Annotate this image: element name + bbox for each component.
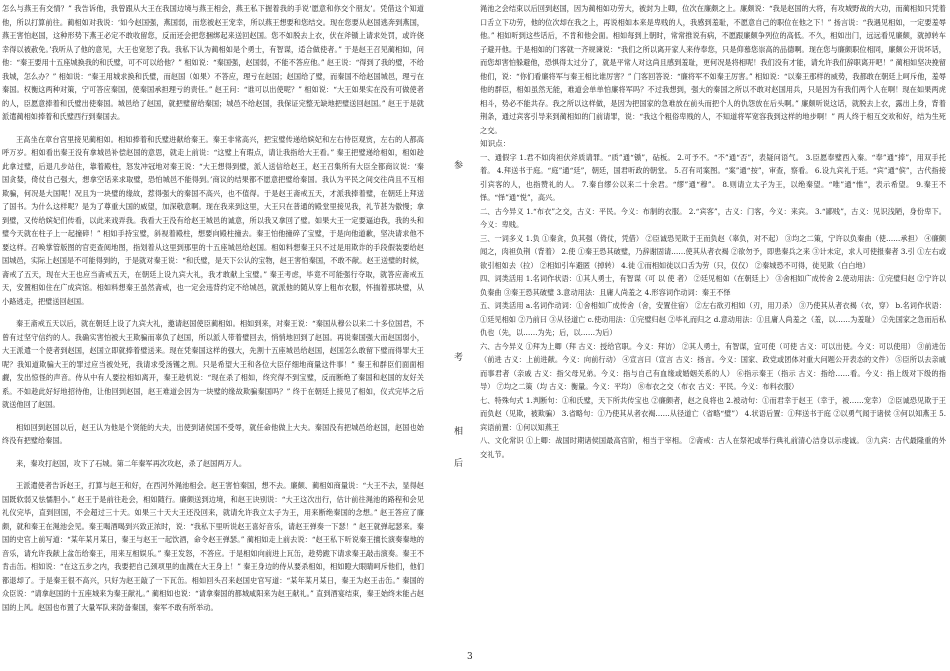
knowledge-section-7: 七、特殊句式 1.判断句：①和氏璧，天下所共传宝也 ②廉颇者，赵之良将也 2.被动句：①而君幸于赵王（幸于，被……宠幸） ②臣诚恐见欺于王而负赵（见欺，被欺骗） 3.省略句：①乃使其从者衣褐……从径道亡（省略“璧”） 4.状语后置：①拜送书于庭 ②以勇气闻于诸侯 ③何以知燕王 5.宾语前置：①何以知燕王	[480, 395, 946, 432]
knowledge-section-6: 六、古今异义 ①拜为上卿（拜 古义：授给官职。今义：拜访） ②其人勇士，有智谋，宜可使（可使 古义：可以出使。今义：可以使用） ③前进缶（前进 古义：上前进献。今义：向前行动） ④宣言曰（宣言 古义：扬言。今义：国家、政党或团体对重大问题公开表态的文件） ⑤臣所以去亲戚而事君者（亲戚 古义：指父母兄弟。今义：指与自己有血缘或婚姻关系的人） ⑥指示秦王（指示 古义：指给……看。今义：指上级对下级的指导） ⑦均之二策（均 古义：衡量。今义：平均） ⑧布衣之交（布衣 古义：平民。今义：布料衣服）	[480, 341, 946, 391]
left-text-column	[2, 2, 424, 653]
paragraph-2: 王高坐在章台宫里接见蔺相如。相如捧着和氏璧进献给秦王。秦王非常高兴，把宝璧传递给嫔妃和左右侍臣观赏，左右的人都高呼万岁。相如看出秦王没有拿城邑补偿赵国的意思，就走上前说：“这璧上有瑕点，请让我指给大王看。” 秦王把璧递给相如，相如趁此拿过璧，后退几步站住，靠着殿柱，怒发冲冠地对秦王说：“大王想得到璧，派人送信给赵王，赵王召集所有大臣全都商议说：‘秦国贪婪，倚仗自己强大，想拿空话来求取璧，恐怕城邑不能得到。’商议的结果都不愿意把璧给秦国。我认为平民之间交往尚且不互相欺骗，何况是大国呢！况且为一块璧的缘故，惹得强大的秦国不高兴，也不值得。于是赵王斋戒五天，才派我捧着璧，在朝廷上拜送了国书。为什么这样呢？是为了尊重大国的威望，加深敬意啊。现在我来到这里，大王只在普通的殿堂里接见我，礼节甚为傲慢；拿到璧，又传给嫔妃们传看，以此来戏弄我。我看大王没有给赵王城邑的诚意，所以我又拿回了璧。如果大王一定要逼迫我，我的头和璧今天就在柱子上一起撞碎！” 相如手持宝璧，斜视着殿柱，想要向殿柱撞去。秦王怕他撞碎了宝璧，于是向他道歉，坚决请求他不要这样。召唤掌管版图的官吏查阅地图，指划着从这里到那里的十五座城邑给赵国。相如料想秦王只不过是用欺诈的手段假装要给赵国城邑，实际上赵国是不可能得到的，于是就对秦王说：“和氏璧，是天下公认的宝物，赵王害怕秦国，不敢不献。赵王送璧的时候，斋戒了五天，现在大王也应当斋戒五天，在朝廷上设九宾大礼，我才敢献上宝璧。” 秦王考虑，毕竟不可能强行夺取，就答应斋戒五天，安置相如住在广成宾馆。相如料想秦王虽然斋戒，也一定会违背约定不给城邑，就派他的随从穿上粗布衣服，怀揣着那块璧，从小路逃走，把璧送回赵国。	[2, 134, 424, 306]
paragraph-4: 相如回到赵国以后，赵王认为他是个贤能的大夫，出使到诸侯国不受辱，就任命他做上大夫。秦国没有把城邑给赵国，赵国也始终没有把璧给秦国。	[2, 422, 424, 445]
paragraph-gap	[2, 470, 424, 479]
paragraph-gap	[2, 412, 424, 421]
paragraph-right-1: 渑池之会结束以后回到赵国，因为蔺相如功劳大，被封为上卿，位次在廉颇之上。廉颇说：“我是赵国的大将，有攻城野战的大功，而蔺相如只凭着口舌立下功劳，他的位次却在我之上，再说相如本来是卑贱的人，我感到羞耻，不愿意自己的职位在他之下！” 扬言说：“我遇见相如，一定要羞辱他。” 相如听到这些话后，不肯和他会面。相如每到上朝时，常常推说有病，不愿跟廉颇争列位的高低。不久，相如出门，远远看见廉颇，就掉转车子避开他。于是相如的门客就一齐规谏说：“我们之所以离开家人来侍奉您，只是仰慕您崇高的品德啊。现在您与廉颇职位相同，廉颇公开说坏话，而您却害怕躲避他，恐惧得太过分了，就是平常人对这尚且感到羞耻，更何况是将相呢！我们没有才能，请允许我们辞职离开吧！” 蔺相如坚决挽留他们，说：“你们看廉将军与秦王相比谁厉害？” 门客回答说：“廉将军不如秦王厉害。” 相如说：“以秦王那样的威势，我都敢在朝廷上呵斥他，羞辱他的群臣，相如虽然无能，难道会单单怕廉将军吗？不过我想到，强大的秦国之所以不敢对赵国用兵，只是因为有我们两个人在啊！现在如果两虎相斗，势必不能共存。我之所以这样做，是因为把国家的急难放在前头而把个人的仇怨放在后头啊。” 廉颇听说这话，就脱去上衣，露出上身，背着荆条，通过宾客引导来到蔺相如的门前请罪，说：“我这个粗俗卑贱的人，不知道将军宽容我到这样的地步啊！” 两人终于相互交欢和好，结为生死之交。	[480, 4, 946, 135]
knowledge-section-3: 三、一词多义 1.负 ①秦贪，负其强（倚仗，凭借） ②臣诚恐见欺于王而负赵（辜负，对不起） ③均之二策，宁许以负秦曲（使……承担） ④廉颇闻之，肉袒负荆（背着） 2.使 ①秦王恐其破璧，乃辞谢固请……使其从者衣褐 ②欲勿予，即患秦兵之来 ③计未定，求人可使报秦者 3.引 ①左右或欲引相如去（拉） ②相如引车避匿（掉转） 4.徒 ①而相如徒以口舌为劳（只，仅仅） ②秦城恐不可得，徒见欺（白白地）	[480, 233, 946, 270]
margin-char-4: 后	[454, 459, 464, 469]
knowledge-section-2: 二、古今异义 1.“布衣”之交，古义：平民。今义：布制的衣服。 2.“宾客”，古义：门客，今义：来宾。 3.“鄙贱”，古义：见识浅陋，身份卑下。今义：卑贱。	[480, 206, 946, 229]
paragraph-1: 怎么与燕王有交情？” 我告诉他，我曾跟从大王在我国边境与燕王相会，燕王私下握着我的手说‘愿意和你交个朋友’。凭借这个知道他，所以打算前往。蔺相如对我说：‘如今赵国强，燕国弱，而您被赵王宠幸，所以燕王想要和您结交。现在您要从赵国逃奔到燕国，燕王害怕赵国，这种形势下燕王必定不敢收留您，反而还会把您捆绑起来送回赵国。您不如脱去上衣，伏在斧锧上请求处罚，或许侥幸得以被赦免。’我听从了他的意见，大王也宽恕了我。我私下认为蔺相如是个勇士，有智谋，适合做使者。” 于是赵王召见蔺相如，问他：“秦王要用十五座城换我的和氏璧，可不可以给他？” 相如说：“秦国强，赵国弱，不能不答应他。” 赵王说：“得到了我的璧，不给我城，怎么办？” 相如说：“秦王用城求换和氏璧，而赵国（如果）不答应，理亏在赵国；赵国给了璧，而秦国不给赵国城邑，理亏在秦国。权衡这两种对策，宁可答应秦国，使秦国承担理亏的责任。” 赵王问：“谁可以出使呢？” 相如说：“大王如果实在没有可做使者的人，臣愿意捧着和氏璧出使秦国。城邑给了赵国，就把璧留给秦国；城邑不给赵国，我保证完整无缺地把璧送回赵国。” 赵王于是就派遣蔺相如捧着和氏璧西行到秦国去。	[2, 4, 424, 121]
section-heading: 知识点：	[480, 139, 511, 148]
paragraph-5: 来，秦攻打赵国，攻下了石城。第二年秦军再次攻赵，杀了赵国两万人。	[16, 458, 247, 468]
knowledge-section-4: 四、词类活用 1.名词作状语：①其人勇士，有智谋（可 以 使 者） ②廷见相如（在朝廷上） ③舍相如广成传舍 2.使动用法：①完璧归赵 ②宁许以负秦曲 ③秦王恐其破璧 3.意动用法：且庸人尚羞之 4.形容词作动词：秦王不怿	[480, 274, 946, 297]
knowledge-section-5: 五、词类活用 a.名词作动词：①舍相如广成传舍（舍，安置住宿） ②左右欲刃相如（刃，用刀杀） ③乃使其从者衣褐（衣，穿） b.名词作状语：①廷见相如 ②乃前曰 ③从径道亡 c.使动用法：①完璧归赵 ②毕礼而归之 d.意动用法：①且庸人尚羞之（羞，以……为羞耻） ②先国家之急而后私仇也（先，以……为先；后，以……为后）	[480, 301, 946, 337]
knowledge-section-1: 一、通假字 1.君不如肉袒伏斧质请罪。“质”通“锧”，砧板。 2.可予不。“不”通“否”，表疑问语气。 3.臣愿奉璧西入秦。“奉”通“捧”，用双手托着。 4.拜送书于庭。“庭”通“廷”，朝廷，国君听政的朝堂。 5.召有司案图。“案”通“按”，审查，察看。 6.设九宾礼于廷。“宾”通“傧”，古代指接引宾客的人，也指赞礼的人。 7.秦自缪公以来二十余君。“缪”通“穆”。 8.则请立太子为王，以绝秦望。“唯”通“惟”，表示希望。 9.秦王不怿。“怿”通“悦”，高兴。	[480, 152, 946, 202]
paragraph-gap	[2, 308, 424, 317]
margin-char-2: 考	[454, 353, 464, 363]
margin-char-3: 相	[454, 427, 464, 437]
paragraph-gap	[2, 124, 424, 133]
page-number: 3	[467, 652, 473, 662]
column-gutter	[436, 0, 476, 650]
right-text-column	[480, 2, 946, 653]
margin-char-1: 参	[454, 161, 464, 171]
paragraph-6: 王派遣使者告诉赵王，打算与赵王和好，在西河外渑池相会。赵王害怕秦国，想不去。廉颇、蔺相如商量说：“大王不去，显得赵国既软弱又怯懦胆小。” 赵王于是前往赴会，相如随行。廉颇送到边境，和赵王诀别说：“大王这次出行，估计前往渑池的路程和会见礼仪完毕，直到回国，不会超过三十天。如果三十天大王还没回来，就请允许我立太子为王，用来断绝秦国的念想。” 赵王答应了廉颇，就和秦王在渑池会见。秦王喝酒喝到兴致正浓时，说：“我私下里听说赵王喜好音乐，请赵王弹奏一下瑟！” 赵王就弹起瑟来。秦国的史官上前写道：“某年某月某日，秦王与赵王一起饮酒，命令赵王弹瑟。” 蔺相如走上前去说：“赵王私下听说秦王擅长演奏秦地的音乐，请允许我献上盆缶给秦王，用来互相娱乐。” 秦王发怒，不答应。于是相如向前进上瓦缶，趁势跪下请求秦王敲击演奏。秦王不肯击缶。相如说：“在这五步之内，我要把自己颈项里的血溅在大王身上！” 秦王身边的侍从要杀相如，相如瞪大眼睛呵斥他们，他们都退却了。于是秦王很不高兴，只好为赵王敲了一下瓦缶。相如回头召来赵国史官写道：“某年某月某日，秦王为赵王击缶。” 秦国的众臣说：“请拿赵国的十五座城来为秦王献礼。” 蔺相如也说：“请拿秦国的都城咸阳来为赵王献礼。” 直到酒宴结束，秦王始终未能占赵国的上风。赵国也布置了大量军队来防备秦国，秦军不敢有所举动。	[2, 481, 424, 612]
paragraph-gap	[2, 448, 424, 457]
knowledge-section-8: 八、文化常识 ①上卿：战国时期诸侯国最高官阶，相当于宰相。 ②斋戒：古人在祭祀或举行典礼前清心洁身以示虔诚。 ③九宾：古代最隆重的外交礼节。	[480, 436, 946, 459]
paragraph-3: 秦王斋戒五天以后，就在朝廷上设了九宾大礼，邀请赵国使臣蔺相如。相如到来，对秦王说：“秦国从穆公以来二十多位国君，不曾有过坚守信约的人。我确实害怕被大王欺骗而辜负了赵国，所以派人带着璧回去，悄悄地回到了赵国。再说秦国强大而赵国弱小，大王派遣一个使者到赵国，赵国立即就捧着璧送来。现在凭秦国这样的强大，先割十五座城邑给赵国，赵国怎么敢留下璧而得罪大王呢？我知道欺骗大王的罪过应当被处死，我请求受汤镬之刑。只是希望大王和各位大臣仔细地商量这件事！” 秦王和群臣们面面相觑，发出惊怪的声音。侍从中有人要拉相如离开，秦王趁机说：“现在杀了相如，终究得不到宝璧，反而断绝了秦国和赵国的友好关系。不如趁此好好地招待他，让他回到赵国，赵王难道会因为一块璧的缘故欺骗秦国吗？” 终于在朝廷上接见了相如，仪式完毕之后就送他回了赵国。	[2, 319, 424, 409]
